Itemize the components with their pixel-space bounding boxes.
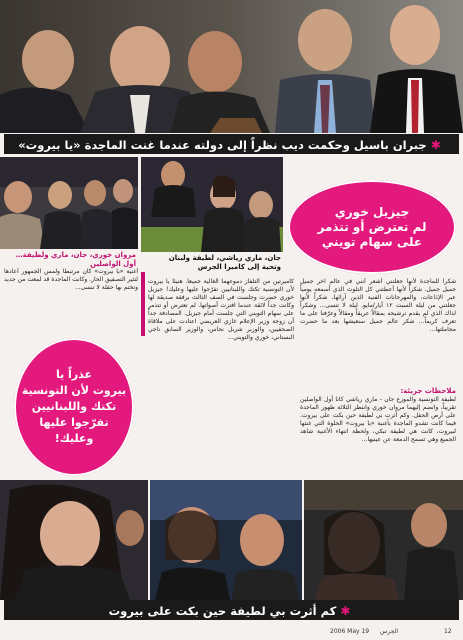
article-right-column	[300, 278, 456, 384]
photo-bottom-2	[150, 480, 302, 600]
divider-bar	[141, 272, 145, 336]
star-icon: ✱	[340, 604, 351, 618]
article-left-text: أغنية «يا بيروت» كان مرتبطاً ولمس الجمهور أعادها لتثير التصفيق الحار. وكانت الماجدة قد لمعت من جديد وتختم بها حفلة لا تنسى...	[4, 268, 138, 292]
page-footer	[0, 624, 463, 640]
top-photo	[0, 0, 463, 133]
bottom-banner-text: كم أثرت بي لطيفة حين بكت على بيروت	[108, 604, 337, 618]
article-middle-text: كاميرتين من التلفاز دموعهما الغالية جميعاً. هنيئاً يا بيروت لأن التونسية تكتك واللبنانيين تفرّجوا عليها وعليك! جيزيل خوري حضرت وجلست في الصف الثالث برفقة صديقة لها وكانت جداً لائقة عندما افترت أصواتها. لم تعترض أو تتذمر على سهام التويني التي جلست أمام جيزيل. المصادفة جداً أن زوجة وزير الإعلام غازي العريضي اعتادت على ملاقاة الصحفيين، والوزير شربل نحاس، والوزير السابق ناجي البستاني، خوري والتويني...	[148, 278, 294, 342]
footer-date: 2006 May 19	[330, 628, 370, 635]
arrival-photo	[0, 157, 138, 249]
top-banner	[4, 134, 459, 154]
footer-mag-name: الجرس	[380, 628, 399, 635]
quote-circle-right: جيزيل خوري لم تعترض أو تتذمر على سهام تويني	[288, 180, 456, 274]
photo-bottom-3	[304, 480, 463, 600]
caption-camera: جان، ماري رياشي، لطيفة ولبنان وتحية إلى كاميرا الجرس	[168, 254, 281, 271]
article-middle-column	[148, 278, 294, 478]
article-right-text-2: لطيفة التونسية والموزع جان - ماري رياشي كانا أول الواصلين تقريباً، وانضم إليهما مروان خوري وانتظر الثلاثة ظهور الماجدة على أرض الحفل. وكم أثرت بي لطيفة حين بكت على بيروت. فيما كانت تشدو الماجدة بأغنية «يا بيروت» الحلوة التي غنتها لبيروت، كانت هي لطيفة تبكي، ولحظة انتهاء الأغنية شاهد الجميع وهي تسمح الدمعة عن عينيها...	[300, 396, 456, 444]
article-right-column-2	[300, 386, 456, 480]
camera-photo	[141, 157, 283, 252]
section-heading: ملاحظات جريئة:	[400, 387, 456, 395]
quote-circle-left: عذراً يا بيروت لأن التونسية تكتك واللبنانيين تفرّجوا عليها وعليك!	[14, 338, 134, 476]
top-banner-text: جبران باسيل وحكمت ديب نظراً إلى دولته عندما غنت الماجدة «يا بيروت»	[18, 138, 427, 152]
caption-arrival: مروان خوري، جان، ماري ولطيفة… أول الواصلين	[15, 251, 136, 268]
star-icon: ✱	[430, 138, 441, 152]
article-left-column	[4, 268, 138, 336]
photo-bottom-1	[0, 480, 148, 600]
bottom-banner	[4, 600, 459, 620]
footer-page-number: 12	[444, 628, 452, 635]
article-right-text: شكراً للماجدة لأنها جعلتني أشعر أنني في عالم آخر جميل جميل جميل. شكراً لأنها أعطتني كل التلوث الذي أسمعه يومياً عبر الإذاعات، والمهرجانات الفنية الذين آرائها، شكراً لأنها جعلتني من ليلة السبت ١٢ أيار/مايو. ليلة لا تنسى... وشكراً لذاك الذي لم يقدم ترشيحه بمقالاً عريقاً ومقالاً وعرّفنا على ما تعرف كريماً... شكر عالم جميل سنعيشها بعد ما حضرت مجاملتها...	[300, 278, 456, 334]
